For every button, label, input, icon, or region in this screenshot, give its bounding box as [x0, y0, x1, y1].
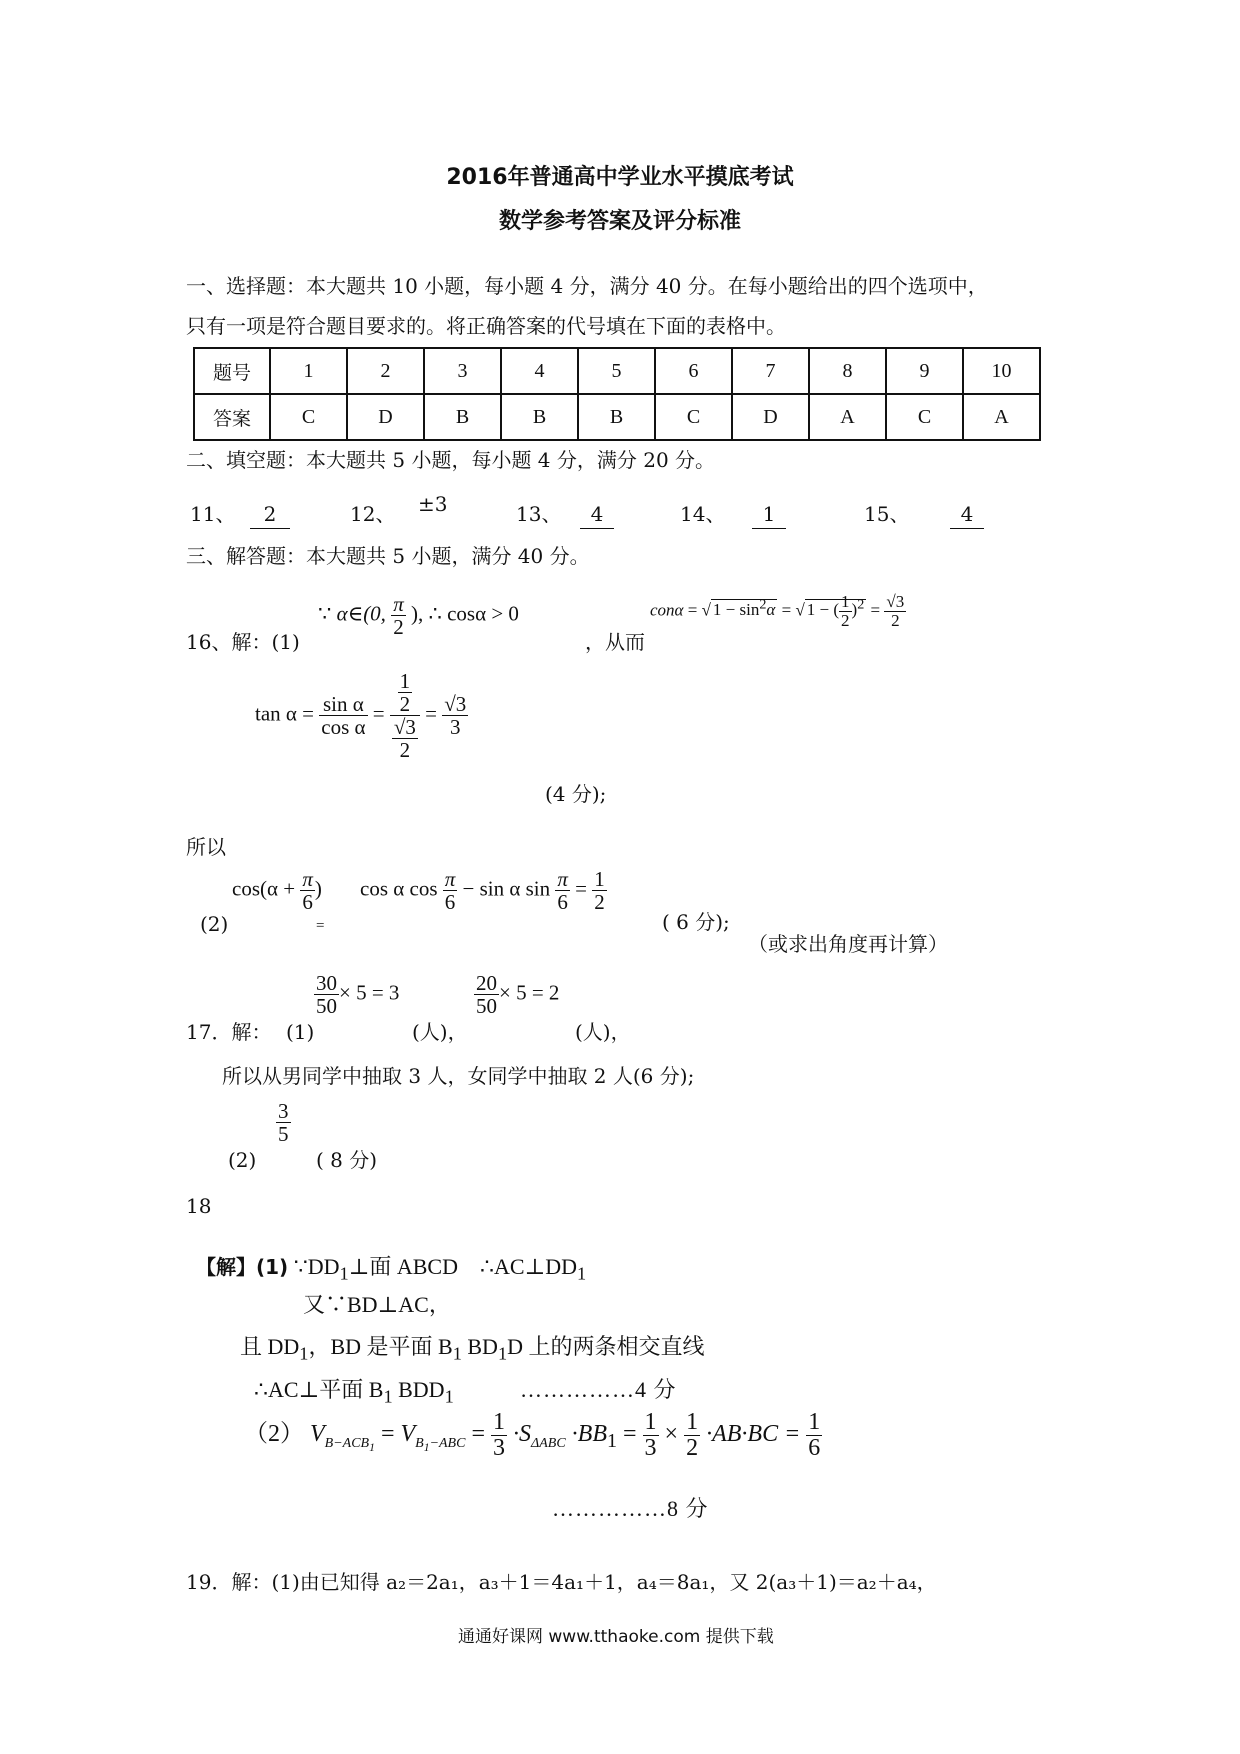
footer-credit: 通通好课网 www.tthaoke.com 提供下载 [458, 1627, 774, 1647]
q17-conclusion: 所以从男同学中抽取 3 人，女同学中抽取 2 人(6 分); [222, 1064, 695, 1088]
table-header-answer: 答案 [194, 394, 270, 440]
page-title: 2016年普通高中学业水平摸底考试 [446, 165, 794, 190]
q16-score2: ( 6 分); [662, 910, 730, 934]
table-cell: 8 [809, 348, 886, 394]
q17-ren1: (人)， [412, 1020, 468, 1044]
q16-cos-sum-lhs: cos(α + $\frac{\pi}{6}$ ) [232, 867, 322, 915]
q16-note: （或求出角度再计算） [748, 932, 948, 956]
q16-cos-derivation: conα = √ $1 - \sin^2\alpha$ = √ 1 − ( $\frac{1}{2}$ )$^2$ = $\frac{√3}{2}$ [650, 592, 905, 630]
q17-label: 17．解： [186, 1020, 272, 1044]
table-cell: C [270, 394, 347, 440]
table-cell: 2 [347, 348, 424, 394]
q17-probability: $\frac{3}{5}$ [278, 1099, 289, 1147]
section1-line2: 只有一项是符合题目要求的。将正确答案的代号填在下面的表格中。 [186, 314, 786, 338]
table-header-number: 题号 [194, 348, 270, 394]
answer-table [193, 347, 1041, 441]
fill-item-label: 14、 [680, 502, 726, 526]
fill-item-answer: 2 [250, 500, 290, 529]
q16-label: 16、解：(1) [186, 630, 300, 654]
table-cell: 5 [578, 348, 655, 394]
table-cell: 3 [424, 348, 501, 394]
q17-girls-calc: $\frac{20}{50}$ × 5 = 2 [476, 971, 560, 1019]
table-cell: 9 [886, 348, 963, 394]
fill-item-label: 11、 [190, 502, 236, 526]
fill-item-answer: ±3 [418, 492, 448, 516]
table-cell: A [809, 394, 886, 440]
q16-part2-label: (2) [200, 912, 229, 936]
table-cell: 10 [963, 348, 1040, 394]
table-row [194, 348, 1040, 394]
section2-heading: 二、填空题：本大题共 5 小题，每小题 4 分，满分 20 分。 [186, 448, 716, 472]
q16-cos-sum-rhs: cos α cos $\frac{\pi}{6}$ − sin α sin $\frac{\pi}{6}$ = $\frac{1}{2}$ [360, 867, 605, 915]
q18-line2: 又∵BD⊥AC， [303, 1292, 451, 1317]
table-cell: 1 [270, 348, 347, 394]
q17-boys-calc: $\frac{30}{50}$ × 5 = 3 [316, 971, 400, 1019]
q16-small-eq: = [316, 918, 325, 934]
table-cell: B [501, 394, 578, 440]
q17-part2-label: (2) [228, 1148, 257, 1172]
q16-suoyi: 所以 [186, 835, 226, 859]
q17-score: ( 8 分) [316, 1148, 378, 1172]
table-cell: 4 [501, 348, 578, 394]
table-cell: C [886, 394, 963, 440]
q17-part1-label: (1) [286, 1020, 315, 1044]
page-subtitle: 数学参考答案及评分标准 [498, 209, 741, 234]
q18-score2: ……………8 分 [552, 1496, 709, 1521]
table-cell: B [578, 394, 655, 440]
table-row [194, 394, 1040, 440]
table-cell: C [655, 394, 732, 440]
q16-congcong: ，从而 [585, 630, 645, 654]
table-cell: A [963, 394, 1040, 440]
q18-line3: 且 $DD_1$，BD 是平面 $B_1$ $BD_1D$ 上的两条相交直线 [240, 1334, 705, 1364]
section1-line1: 一、选择题：本大题共 10 小题，每小题 4 分，满分 40 分。在每小题给出的四个选项中， [186, 274, 988, 298]
fill-item-answer: 1 [752, 500, 786, 529]
fill-item-answer: 4 [950, 500, 984, 529]
table-cell: B [424, 394, 501, 440]
q18-line1: 【解】(1) $\because DD_1\perp$面 ABCD $\therefore AC\perp DD_1$ [196, 1254, 587, 1284]
q18-volume: （2） $V_{B-ACB_1} = V_{B_1-ABC}$ = $\frac{1}{3}$ $\cdot S_{\Delta ABC} \cdot BB_1$ = $\frac{1}{3}$ × $\frac{1}{2}$ ·AB·BC = $\frac{1}{6}$ [244, 1409, 821, 1462]
q17-ren2: (人)， [575, 1020, 631, 1044]
table-cell: 7 [732, 348, 809, 394]
q16-score1: (4 分); [545, 782, 607, 806]
fill-item-label: 13、 [516, 502, 562, 526]
section3-heading: 三、解答题：本大题共 5 小题，满分 40 分。 [186, 544, 590, 568]
table-cell: D [347, 394, 424, 440]
q18-score1: ……………4 分 [520, 1377, 677, 1402]
q19-line: 19．解：(1)由已知得 a₂＝2a₁，a₃＋1＝4a₁＋1，a₄＝8a₁，又 2(a₃＋1)＝a₂＋a₄， [186, 1570, 937, 1594]
table-cell: 6 [655, 348, 732, 394]
q18-line4: ∴AC⊥平面 $B_1$ $BDD_1$ [254, 1377, 454, 1407]
q18-label: 18 [186, 1194, 212, 1218]
table-cell: D [732, 394, 809, 440]
pi-over-2-fraction: $\frac{\pi}{2}$ [393, 592, 404, 640]
fill-item-answer: 4 [580, 500, 614, 529]
fill-item-label: 15、 [864, 502, 910, 526]
fill-item-label: 12、 [350, 502, 396, 526]
q16-condition: ∵ α∈(0, $\frac{\pi}{2}$ ), ∴ cosα > 0 [318, 592, 519, 640]
q16-tan-derivation: tan α = $\frac{\text{sin α}}{\text{cos α}}$ = $\frac{\frac{1}{2}}{\frac{√3}{2}}$ = $\frac{√3}{3}$ [255, 669, 467, 763]
